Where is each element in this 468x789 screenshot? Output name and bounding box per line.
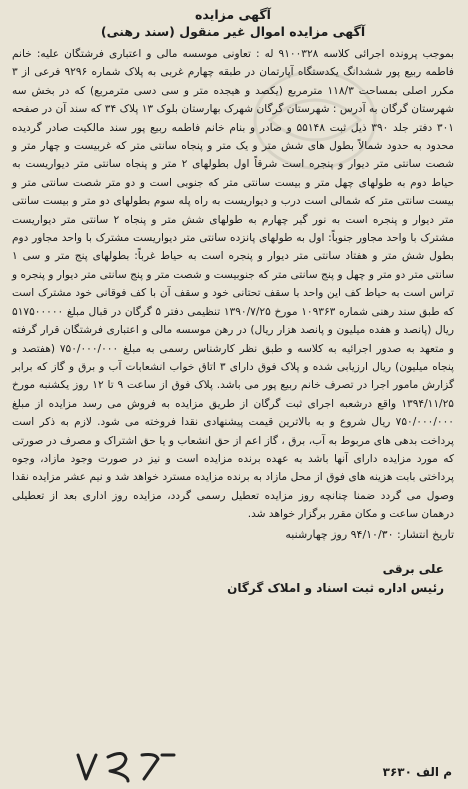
notice-body: بموجب پرونده اجرائی کلاسه ۹۱۰۰۳۲۸ له : تعاونی موسسه مالی و اعتباری فرشتگان علیه: خانم فاطمه ربیع پور ششدانگ یکدستگاه آپارتمان در طبقه چهارم غربی به پلاک شماره ۹۲۹۶ فرعی از ۳ مکرر اصلی بمساحت ۱۱۸/۳ مترمربع (یکصد و هیجده متر و سی دسی مترمربع) که در بخش سه شهرستان گرگان به آدرس : شهرستان گرگان شهرک بهارستان بلوک ۱۳ پلاک ۳۴ که سند آن در صفحه ۳۰۱ دفتر جلد ۳۹۰ ذیل ثبت ۵۵۱۴۸ و صادر و بنام خانم فاطمه ربیع پور سند مالکیت صادر گردیده محدود به حدود شمالاً بطول های شش متر و یک متر و پنجاه سانتی متر که غربیست و چهار متر و شصت سانتی متر دیوار و پنجره است شرقاً اول بطولهای ۲ متر و پنجاه سانتی متر دیواریست به حیاط دوم به طولهای چهل متر و بیست سانتی متر که جنوبی است و دو متر شصت سانتی متر و بیست سانتی متر که شمالی است درب و دیواریست به راه پله سوم بطولهای دو متر و بیست سانتی متر دیوار و پنجره است به نور گیر چهارم به طولهای شش متر و پنجاه ۲ سانتی متر دیواریست مشترک با واحد مجاور جنوباً: اول به طولهای پانزده سانتی متر دیواریست مشترک با واحد مجاور دوم بطول شش متر و هفتاد سانتی متر دیوار و پنجره است به حیاط غرباً: بطولهای پنج متر و سی ۱ سانتی متر دو متر و چهل و پنج سانتی متر که جنوبیست و شصت متر و پنج سانتی متر دیوار و پنجره و تراس است به حیاط کف این واحد با سقف تحتانی خود و سقف آن با کف فوقانی خود مشترک است که طبق سند رهنی شماره ۱۰۹۳۶۳ مورخ ۱۳۹۰/۷/۲۵ تنظیمی دفتر ۵ گرگان در قبال مبلغ ۵۱۷۵۰۰۰۰۰ ریال (پانصد و هفده میلیون و پانصد هزار ریال) در رهن موسسه مالی و اعتباری فرشتگان قرار گرفته و متعهد به صدور اجرائیه به کلاسه و طبق نظر کارشناس رسمی به مبلغ ۷۵۰/۰۰۰/۰۰۰ (هفتصد و پنجاه میلیون) ریال ارزیابی شده و پلاک فوق دارای ۳ اتاق خواب انشعابات آب و برق و گاز که برابر گزارش مامور اجرا در تصرف خانم ربیع پور می باشد. پلاک فوق از ساعت ۹ تا ۱۲ روز یکشنبه مورخ ۱۳۹۴/۱۱/۲۵ واقع درشعبه اجرای ثبت گرگان از طریق مزایده به فروش می رسد مزایده از مبلغ ۷۵۰/۰۰۰/۰۰۰ ریال شروع و به بالاترین قیمت پیشنهادی نقدا فروخته می شود. لازم به ذکر است پرداخت بدهی های مربوط به آب، برق ، گاز اعم از حق انشعاب و یا حق اشتراک و مصرف در صورتی که مورد مزایده دارای آنها باشد به عهده برنده مزایده است و نیز در صورت وجود مازاد، وجوه پرداختی بابت هزینه های فوق از محل مازاد به برنده مزایده مسترد خواهد شد و نیم عشر مزایده نقدا وصول می گردد ضمنا چنانچه روز مزایده تعطیل رسمی گردد، مزایده روز اداری بعد از تعطیلی درهمان ساعت و مکان مقرر برگزار خواهد شد.	[12, 48, 455, 521]
publication-date: تاریخ انتشار: ۹۴/۱۰/۳۰ روز چهارشنبه	[285, 527, 454, 541]
handwritten-number-mark	[70, 745, 180, 785]
signature-block	[12, 560, 454, 598]
signer-name: علی برقی	[382, 561, 444, 576]
notice-heading: آگهی مزایده	[195, 7, 271, 22]
notice-subheading: آگهی مزایده اموال غیر منقول (سند رهنی)	[100, 24, 366, 39]
signer-title: رئیس اداره ثبت اسناد و املاک گرگان	[227, 580, 444, 595]
ad-code: م الف ۳۶۳۰	[382, 765, 452, 779]
